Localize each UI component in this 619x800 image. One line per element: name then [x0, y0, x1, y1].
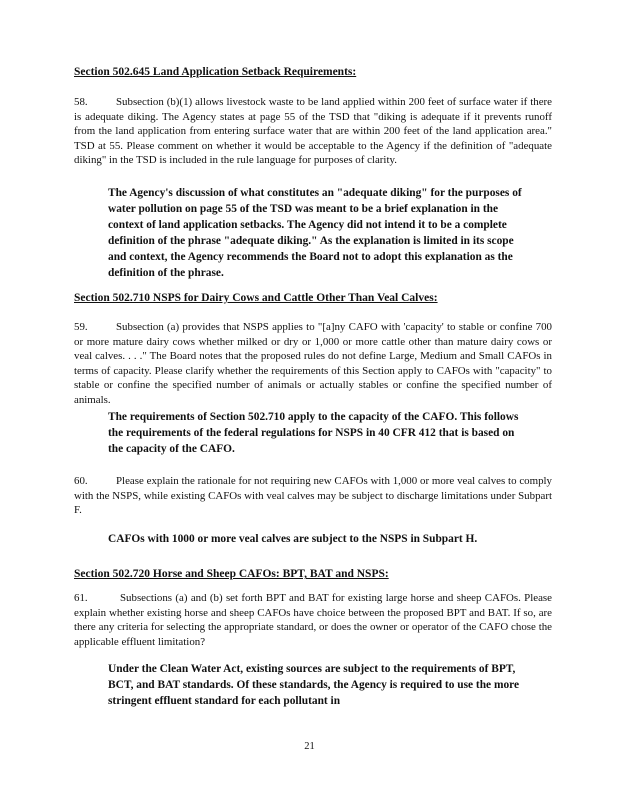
- response-60: CAFOs with 1000 or more veal calves are subject to the NSPS in Subpart H.: [108, 533, 478, 545]
- page-number: 21: [304, 741, 315, 752]
- question-number: 60.: [74, 475, 88, 487]
- response-61: Under the Clean Water Act, existing sources are subject to the requirements of BPT, BCT, and BAT standards. Of these standards, the Agency is required to use the more stringent effluent standard for each pollutant in: [108, 663, 520, 707]
- response-58: The Agency's discussion of what constitutes an "adequate diking" for the purposes of water pollution on page 55 of the TSD was meant to be a brief explanation in the context of land application setbacks. The Agency did not intend it to be a complete definition of the phrase "adequate diking." As the explanation is limited in its scope and context, the Agency recommends the Board not to adopt this explanation as the definition of the phrase.: [108, 187, 522, 279]
- question-number: 61.: [74, 592, 88, 604]
- question-number: 59.: [74, 321, 88, 333]
- response-59: The requirements of Section 502.710 apply to the capacity of the CAFO. This follows the requirements of the federal regulations for NSPS in 40 CFR 412 that is based on the capacity of the CAFO.: [108, 411, 519, 455]
- section-heading-502-710: Section 502.710 NSPS for Dairy Cows and Cattle Other Than Veal Calves:: [74, 292, 438, 304]
- question-text: Subsection (a) provides that NSPS applies to "[a]ny CAFO with 'capacity' to stable or confine 700 or more mature dairy cows whether milked or dry or 1,000 or more cattle other than mature dairy cows or veal calves. . . ." The Board notes that the proposed rules do not define Large, Medium and Small CAFOs in terms of capacity. Please clarify whether the requirements of this Section apply to CAFOs with "capacity" to stable or confine the specified number of animals or actually stables or confine the specified number of animals.: [74, 321, 552, 406]
- question-text: Subsections (a) and (b) set forth BPT and BAT for existing large horse and sheep CAFOs. Please explain whether existing horse and sheep CAFOs have choice between the proposed BPT and BAT. If so, are there any criteria for selecting the appropriate standard, or does the owner or operator of the CAFO chose the applicable effluent limitation?: [74, 592, 552, 648]
- question-text: Please explain the rationale for not requiring new CAFOs with 1,000 or more veal calves to comply with the NSPS, while existing CAFOs with veal calves may be subject to discharge limitations under Subpart F.: [74, 475, 552, 517]
- section-heading-502-720: Section 502.720 Horse and Sheep CAFOs: BPT, BAT and NSPS:: [74, 568, 389, 580]
- question-text: Subsection (b)(1) allows livestock waste to be land applied within 200 feet of surface water if there is adequate diking. The Agency states at page 55 of the TSD that "diking is adequate if it prevents runoff from the land application from entering surface water that are within 200 feet of the land application area." TSD at 55. Please comment on whether it would be acceptable to the Agency if the definition of "adequate diking" in the TSD is included in the rule language for purposes of clarity.: [74, 96, 552, 167]
- question-60: [74, 474, 552, 518]
- question-61: [74, 591, 552, 649]
- question-58: [74, 95, 552, 168]
- question-number: 58.: [74, 96, 88, 108]
- section-heading-502-645: Section 502.645 Land Application Setback Requirements:: [74, 66, 357, 78]
- question-59: [74, 320, 552, 408]
